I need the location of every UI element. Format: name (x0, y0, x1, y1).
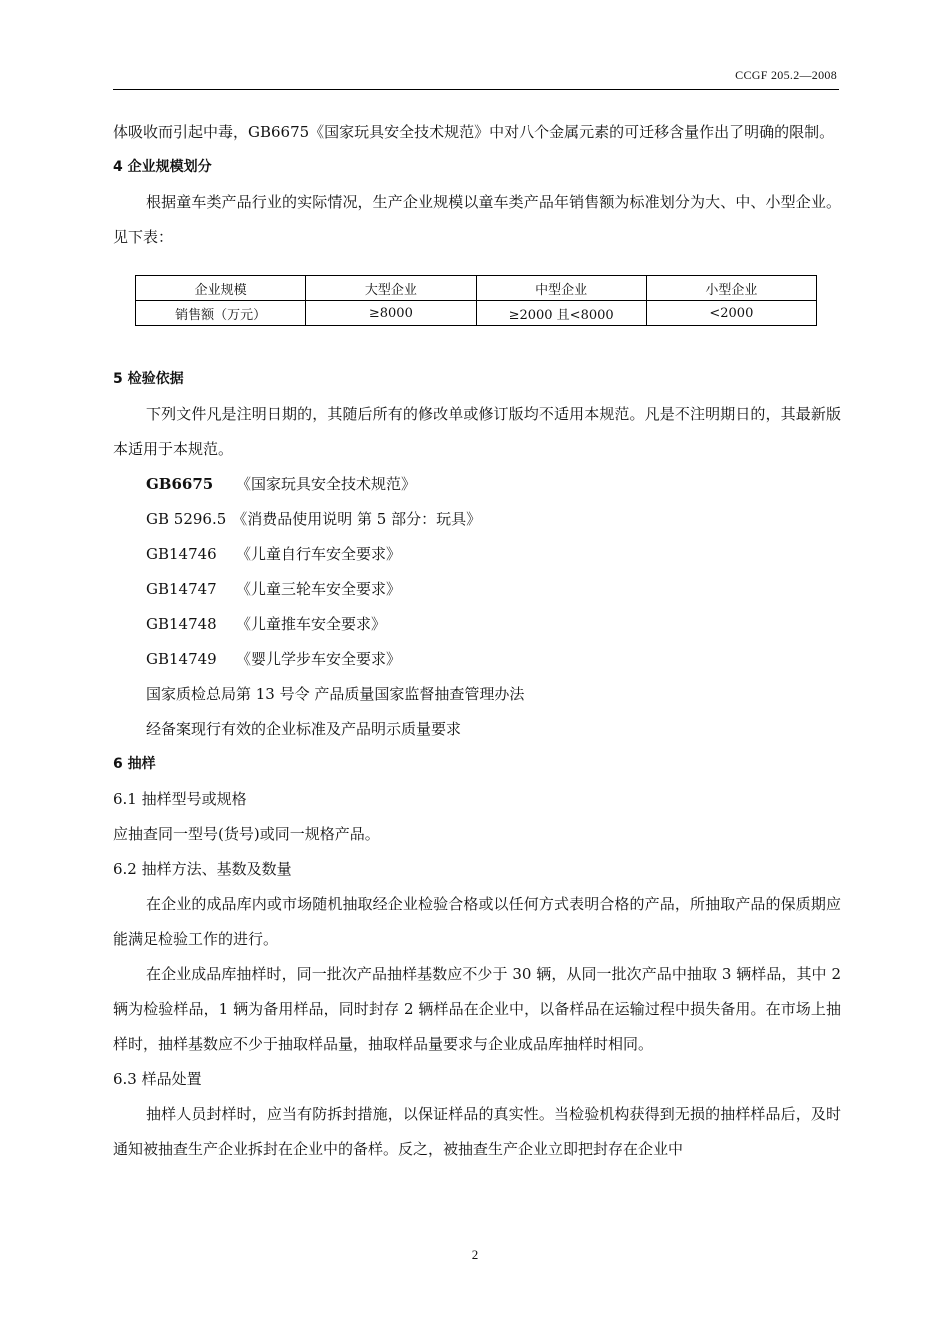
reference-title: 《儿童三轮车安全要求》 (236, 580, 402, 598)
enterprise-scale-table (135, 275, 817, 326)
reference-title: 《儿童自行车安全要求》 (236, 545, 402, 563)
reference-item (113, 537, 841, 572)
section-5-paragraph: 下列文件凡是注明日期的，其随后所有的修改单或修订版均不适用本规范。凡是不注明期日的，其最新版本适用于本规范。 (113, 405, 841, 458)
table-cell: ≥2000 且<8000 (476, 301, 646, 326)
page-number: 2 (471, 1247, 479, 1262)
reference-extra-text: 国家质检总局第 13 号令 产品质量国家监督抽查管理办法 (146, 685, 525, 703)
reference-title: 《婴儿学步车安全要求》 (236, 650, 402, 668)
reference-item (113, 502, 841, 537)
reference-item (113, 467, 841, 502)
table-cell: 销售额（万元） (136, 301, 306, 326)
reference-title: 《消费品使用说明 第 5 部分：玩具》 (232, 510, 482, 528)
reference-code: GB14749 (146, 650, 217, 668)
reference-item (113, 572, 841, 607)
table-header-cell: 小型企业 (646, 276, 816, 301)
reference-extra (113, 712, 841, 747)
reference-extra (113, 677, 841, 712)
section-5-heading: 5 检验依据 (113, 371, 184, 387)
page-body (113, 115, 841, 1167)
subsection-6-2-paragraph: 在企业的成品库内或市场随机抽取经企业检验合格或以任何方式表明合格的产品，所抽取产品的保质期应能满足检验工作的进行。 (113, 895, 841, 948)
spacer (113, 326, 841, 362)
header-rule (113, 89, 839, 90)
table-header-cell: 大型企业 (306, 276, 476, 301)
table-row (136, 301, 817, 326)
reference-item (113, 607, 841, 642)
subsection-6-1-heading: 6.1 抽样型号或规格 (113, 790, 247, 808)
reference-code: GB14746 (146, 545, 217, 563)
table-header-row (136, 276, 817, 301)
reference-code: GB6675 (146, 475, 214, 493)
table-header-cell: 企业规模 (136, 276, 306, 301)
reference-title: 《儿童推车安全要求》 (236, 615, 387, 633)
subsection-6-2-heading: 6.2 抽样方法、基数及数量 (113, 860, 292, 878)
subsection-6-1-text: 应抽查同一型号(货号)或同一规格产品。 (113, 825, 380, 843)
section-4-paragraph: 根据童车类产品行业的实际情况，生产企业规模以童车类产品年销售额为标准划分为大、中、小型企业。见下表： (113, 193, 841, 246)
reference-code: GB14747 (146, 580, 217, 598)
reference-item (113, 642, 841, 677)
reference-extra-text: 经备案现行有效的企业标准及产品明示质量要求 (146, 720, 462, 738)
section-6-heading: 6 抽样 (113, 756, 156, 772)
reference-code: GB14748 (146, 615, 217, 633)
subsection-6-3-paragraph: 抽样人员封样时，应当有防拆封措施，以保证样品的真实性。当检验机构获得到无损的抽样样品后，及时通知被抽查生产企业拆封在企业中的备样。反之，被抽查生产企业立即把封存在企业中 (113, 1105, 841, 1158)
subsection-6-2-paragraph: 在企业成品库抽样时，同一批次产品抽样基数应不少于 30 辆，从同一批次产品中抽取 3 辆样品，其中 2 辆为检验样品，1 辆为备用样品，同时封存 2 辆样品在企业中，以备样品在运输过程中损失备用。在市场上抽样时，抽样基数应不少于抽取样品量，抽取样品量要求与企业成品库抽样时相同。 (113, 965, 841, 1053)
intro-paragraph: 体吸收而引起中毒，GB6675《国家玩具安全技术规范》中对八个金属元素的可迁移含量作出了明确的限制。 (113, 123, 835, 141)
table-header-cell: 中型企业 (476, 276, 646, 301)
reference-title: 《国家玩具安全技术规范》 (236, 475, 417, 493)
table-cell: ≥8000 (306, 301, 476, 326)
section-4-heading: 4 企业规模划分 (113, 159, 212, 175)
table-cell: <2000 (646, 301, 816, 326)
document-code: CCGF 205.2—2008 (735, 68, 837, 82)
subsection-6-3-heading: 6.3 样品处置 (113, 1070, 202, 1088)
reference-code: GB 5296.5 (146, 510, 227, 528)
